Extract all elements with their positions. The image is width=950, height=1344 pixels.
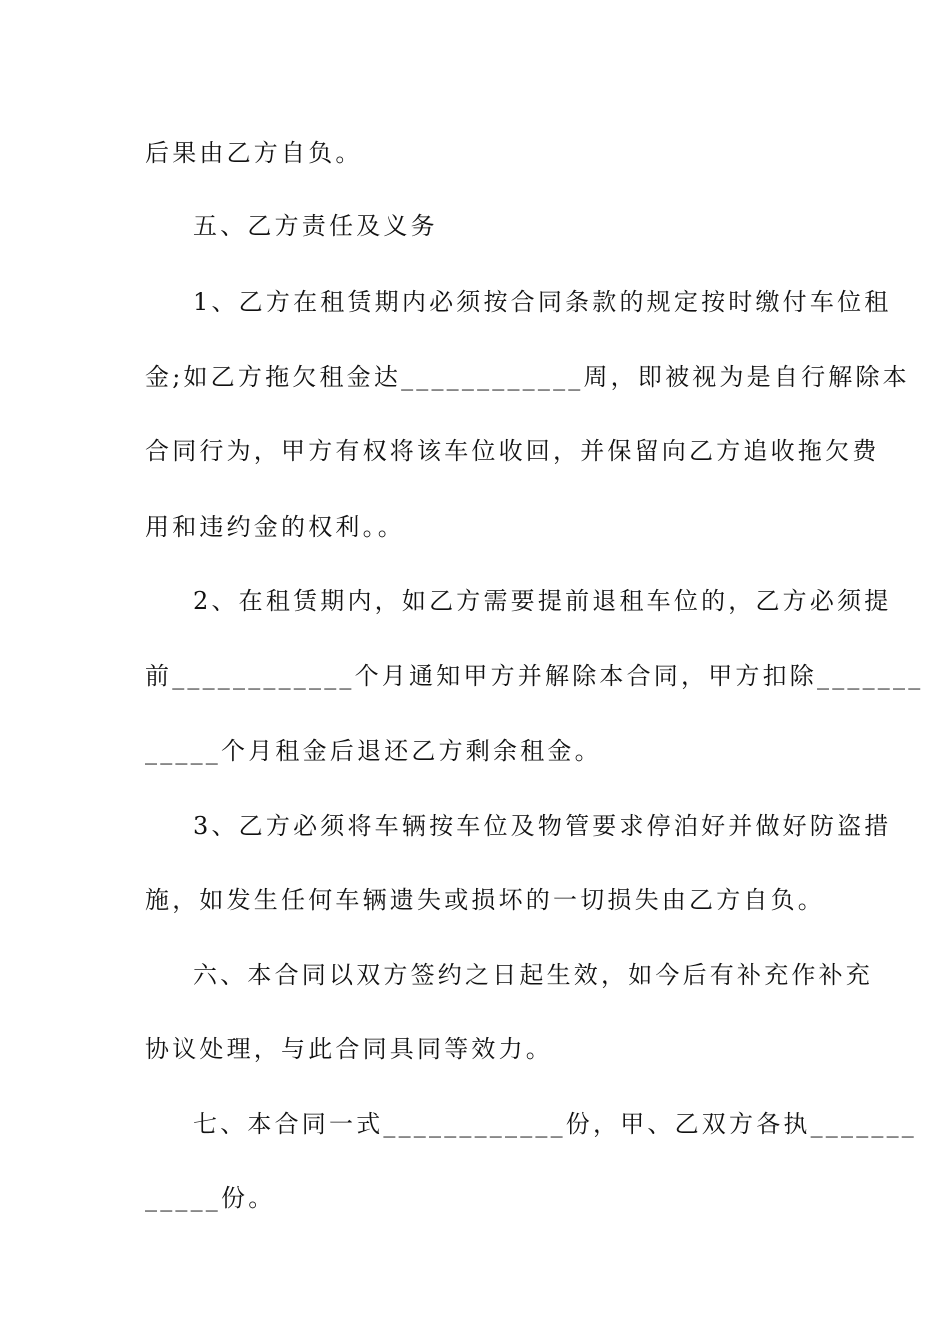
paragraph-line: 七、本合同一式____________份，甲、乙双方各执_______ bbox=[193, 1110, 917, 1138]
paragraph-line: 施，如发生任何车辆遗失或损坏的一切损失由乙方自负。 bbox=[145, 886, 825, 914]
section-heading: 五、乙方责任及义务 bbox=[193, 212, 438, 240]
paragraph-line: 协议处理，与此合同具同等效力。 bbox=[145, 1035, 553, 1063]
paragraph-line: 前____________个月通知甲方并解除本合同，甲方扣除_______ bbox=[145, 662, 924, 690]
paragraph-line: 2、在租赁期内，如乙方需要提前退租车位的，乙方必须提 bbox=[193, 587, 892, 615]
paragraph-line: _____份。 bbox=[145, 1184, 276, 1212]
paragraph-line: _____个月租金后退还乙方剩余租金。 bbox=[145, 737, 602, 765]
paragraph-line: 金;如乙方拖欠租金达____________周，即被视为是自行解除本 bbox=[145, 363, 910, 391]
paragraph-line: 合同行为，甲方有权将该车位收回，并保留向乙方追收拖欠费 bbox=[145, 437, 880, 465]
paragraph-line: 后果由乙方自负。 bbox=[145, 139, 363, 167]
paragraph-line: 用和违约金的权利。。 bbox=[145, 513, 405, 541]
paragraph-line: 六、本合同以双方签约之日起生效，如今后有补充作补充 bbox=[193, 961, 873, 989]
paragraph-line: 1、乙方在租赁期内必须按合同条款的规定按时缴付车位租 bbox=[193, 288, 892, 316]
paragraph-line: 3、乙方必须将车辆按车位及物管要求停泊好并做好防盗措 bbox=[193, 812, 892, 840]
